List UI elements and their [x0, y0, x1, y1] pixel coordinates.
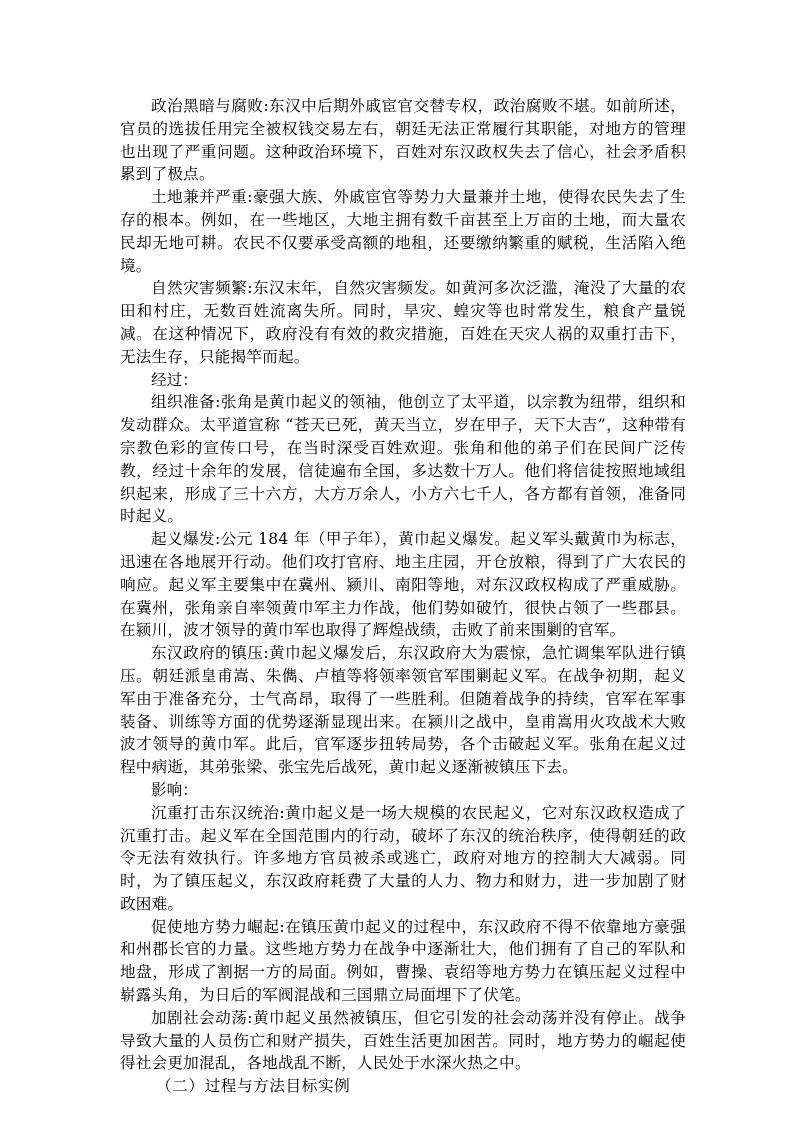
paragraph-body: 黄巾起义爆发后，东汉政府大为震惊，急忙调集军队进行镇压。朝廷派皇甫嵩、朱儁、卢植等将领率领官军围剿起义军。在战争初期，起义军由于准备充分，士气高昂，取得了一些胜利。但随着战争的持续，官军在军事装备、训练等方面的优势逐渐显现出来。在颍川之战中，皇甫嵩用火攻战术大败波才领导的黄巾军。此后，官军逐步扭转局势，各个击破起义军。张角在起义过程中病逝，其弟张梁、张宝先后战死，黄巾起义逐渐被镇压下去。 [120, 644, 686, 777]
paragraph-suppression [120, 642, 686, 779]
paragraph-blow-to-rule [120, 802, 686, 916]
paragraph-body: 东汉末年，自然灾害频发。如黄河多次泛滥，淹没了大量的农田和村庄，无数百姓流离失所。同时，旱灾、蝗灾等也时常发生，粮食产量锐减。在这种情况下，政府没有有效的救灾措施，百姓在天灾人祸的双重打击下，无法生存，只能揭竿而起。 [120, 279, 686, 366]
paragraph-organization [120, 391, 686, 528]
paragraph-political-corruption [120, 95, 686, 186]
paragraph-body: 黄巾起义是一场大规模的农民起义，它对东汉政权造成了沉重打击。起义军在全国范围内的行动，破坏了东汉的统治秩序，使得朝廷的政令无法有效执行。许多地方官员被杀或逃亡，政府对地方的控制大大减弱。同时，为了镇压起义，东汉政府耗费了大量的人力、物力和财力，进一步加剧了财政困难。 [120, 803, 686, 913]
paragraph-uprising-outbreak [120, 528, 686, 642]
paragraph-body: 在镇压黄巾起义的过程中，东汉政府不得不依靠地方豪强和州郡长官的力量。这些地方势力在战争中逐渐壮大，他们拥有了自己的军队和地盘，形成了割据一方的局面。例如，曹操、袁绍等地方势力在镇压起义过程中崭露头角，为日后的军阀混战和三国鼎立局面埋下了伏笔。 [120, 917, 686, 1005]
paragraph-land-annexation [120, 186, 686, 277]
document-page [120, 95, 686, 1098]
paragraph-body: 东汉中后期外戚宦官交替专权，政治腐败不堪。如前所述，官员的选拔任用完全被权钱交易左右，朝廷无法正常履行其职能，对地方的管理也出现了严重问题。这种政治环境下，百姓对东汉政权失去了信心，社会矛盾积累到了极点。 [120, 97, 686, 184]
paragraph-social-turmoil [120, 1007, 686, 1075]
heading-process: 经过： [151, 370, 198, 389]
paragraph-body: 张角是黄巾起义的领袖，他创立了太平道，以宗教为纽带，组织和发动群众。太平道宣称 “苍天已死，黄天当立，岁在甲子，天下大吉”，这种带有宗教色彩的宣传口号，在当时深受百姓欢迎。张角和他的弟子们在民间广泛传教，经过十余年的发展，信徒遍布全国，多达数十万人。他们将信徒按照地域组织起来，形成了三十六方，大方万余人，小方六七千人，各方都有首领，准备同时起义。 [120, 393, 686, 526]
paragraph-lead: 加剧社会动荡: [151, 1008, 253, 1027]
paragraph-lead: 东汉政府的镇压: [151, 644, 269, 663]
paragraph-natural-disasters [120, 277, 686, 368]
paragraph-lead: 政治黑暗与腐败: [151, 97, 269, 115]
paragraph-body: 公元 184 年（甲子年），黄巾起义爆发。起义军头戴黄巾为标志，迅速在各地展开行动。他们攻打官府、地主庄园，开仓放粮，得到了广大农民的响应。起义军主要集中在冀州、颍川、南阳等地，对东汉政权构成了严重威胁。在冀州，张角亲自率领黄巾军主力作战，他们势如破竹，很快占领了一些郡县。在颍川，波才领导的黄巾军也取得了辉煌战绩，击败了前来围剿的官军。 [120, 530, 686, 640]
paragraph-lead: 自然灾害频繁: [151, 279, 253, 298]
paragraph-lead: 组织准备: [151, 393, 221, 412]
paragraph-lead: 促使地方势力崛起: [151, 917, 285, 936]
paragraph-local-powers [120, 916, 686, 1007]
heading-impact: 影响： [151, 780, 198, 799]
paragraph-lead: 土地兼并严重: [151, 188, 253, 207]
paragraph-body: 黄巾起义虽然被镇压，但它引发的社会动荡并没有停止。战争导致大量的人员伤亡和财产损失，百姓生活更加困苦。同时，地方势力的崛起使得社会更加混乱，各地战乱不断，人民处于水深火热之中。 [120, 1008, 686, 1073]
section-subheading: （二）过程与方法目标实例 [156, 1077, 351, 1096]
paragraph-lead: 沉重打击东汉统治: [151, 803, 285, 822]
paragraph-body: 豪强大族、外戚宦官等势力大量兼并土地，使得农民失去了生存的根本。例如，在一些地区，大地主拥有数千亩甚至上万亩的土地，而大量农民却无地可耕。农民不仅要承受高额的地租，还要缴纳繁重的赋税，生活陷入绝境。 [120, 188, 686, 275]
paragraph-lead: 起义爆发: [151, 530, 221, 549]
